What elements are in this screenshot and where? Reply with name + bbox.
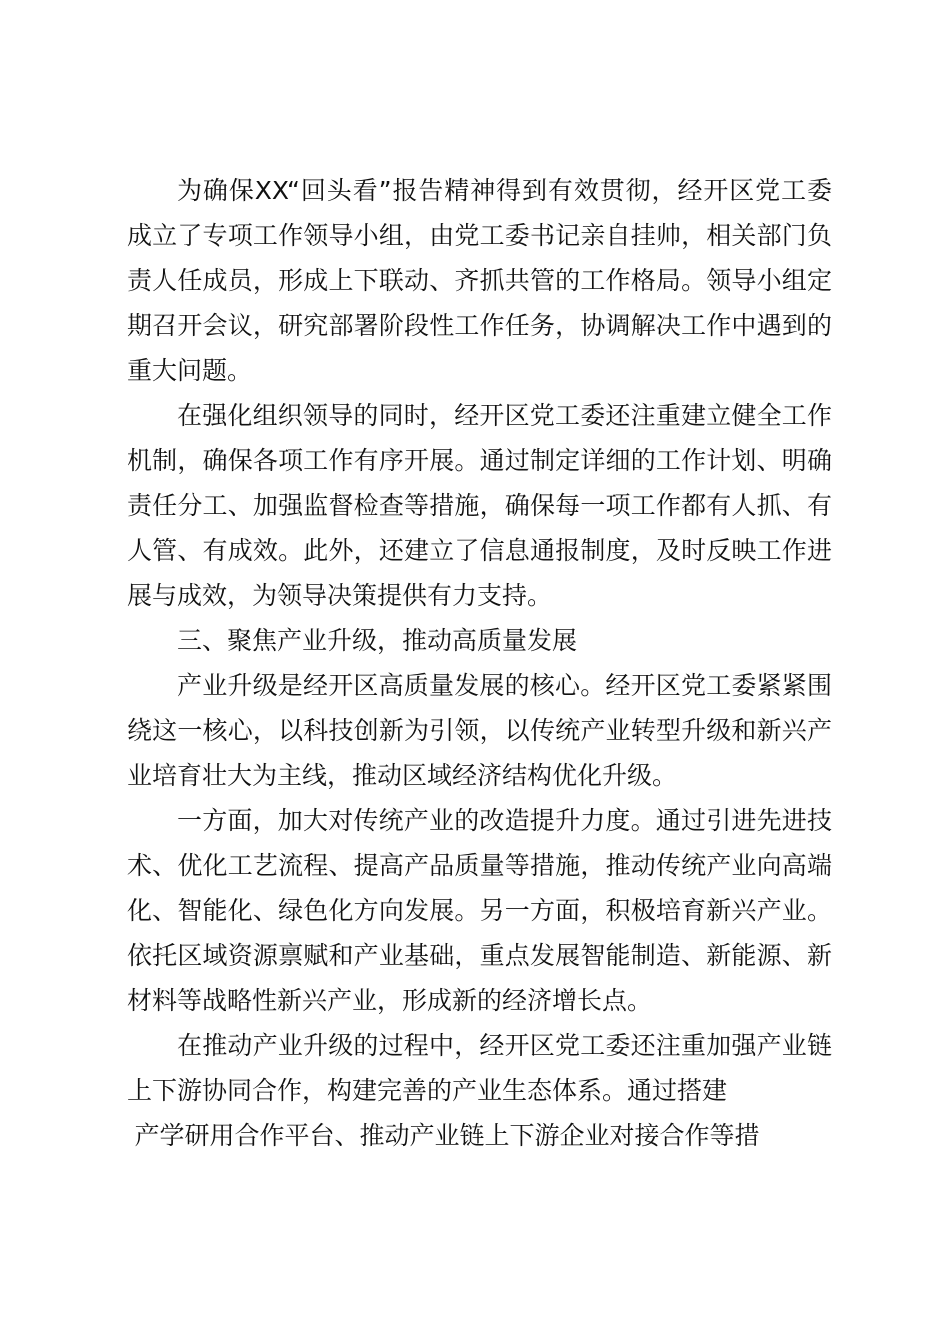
continuation-line: 产学研用合作平台、推动产业链上下游企业对接合作等措 [134, 1121, 760, 1150]
document-body [127, 168, 832, 1158]
section-heading: 三、聚焦产业升级，推动高质量发展 [177, 626, 578, 655]
paragraph-5: 在推动产业升级的过程中，经开区党工委还注重加强产业链上下游协同合作，构建完善的产业生态体系。通过搭建 [127, 1031, 832, 1105]
paragraph-1: 为确保XX“回头看”报告精神得到有效贯彻，经开区党工委成立了专项工作领导小组，由党工委书记亲自挂帅，相关部门负责人任成员，形成上下联动、齐抓共管的工作格局。领导小组定期召开会议，研究部署阶段性工作任务，协调解决工作中遇到的重大问题。 [127, 176, 832, 385]
paragraph-3: 产业升级是经开区高质量发展的核心。经开区党工委紧紧围绕这一核心，以科技创新为引领，以传统产业转型升级和新兴产业培育壮大为主线，推动区域经济结构优化升级。 [127, 671, 832, 790]
paragraph-2: 在强化组织领导的同时，经开区党工委还注重建立健全工作机制，确保各项工作有序开展。通过制定详细的工作计划、明确责任分工、加强监督检查等措施，确保每一项工作都有人抓、有人管、有成效。此外，还建立了信息通报制度，及时反映工作进展与成效，为领导决策提供有力支持。 [127, 401, 832, 610]
paragraph-4: 一方面，加大对传统产业的改造提升力度。通过引进先进技术、优化工艺流程、提高产品质量等措施，推动传统产业向高端化、智能化、绿色化方向发展。另一方面，积极培育新兴产业。依托区域资源禀赋和产业基础，重点发展智能制造、新能源、新材料等战略性新兴产业，形成新的经济增长点。 [127, 806, 832, 1015]
